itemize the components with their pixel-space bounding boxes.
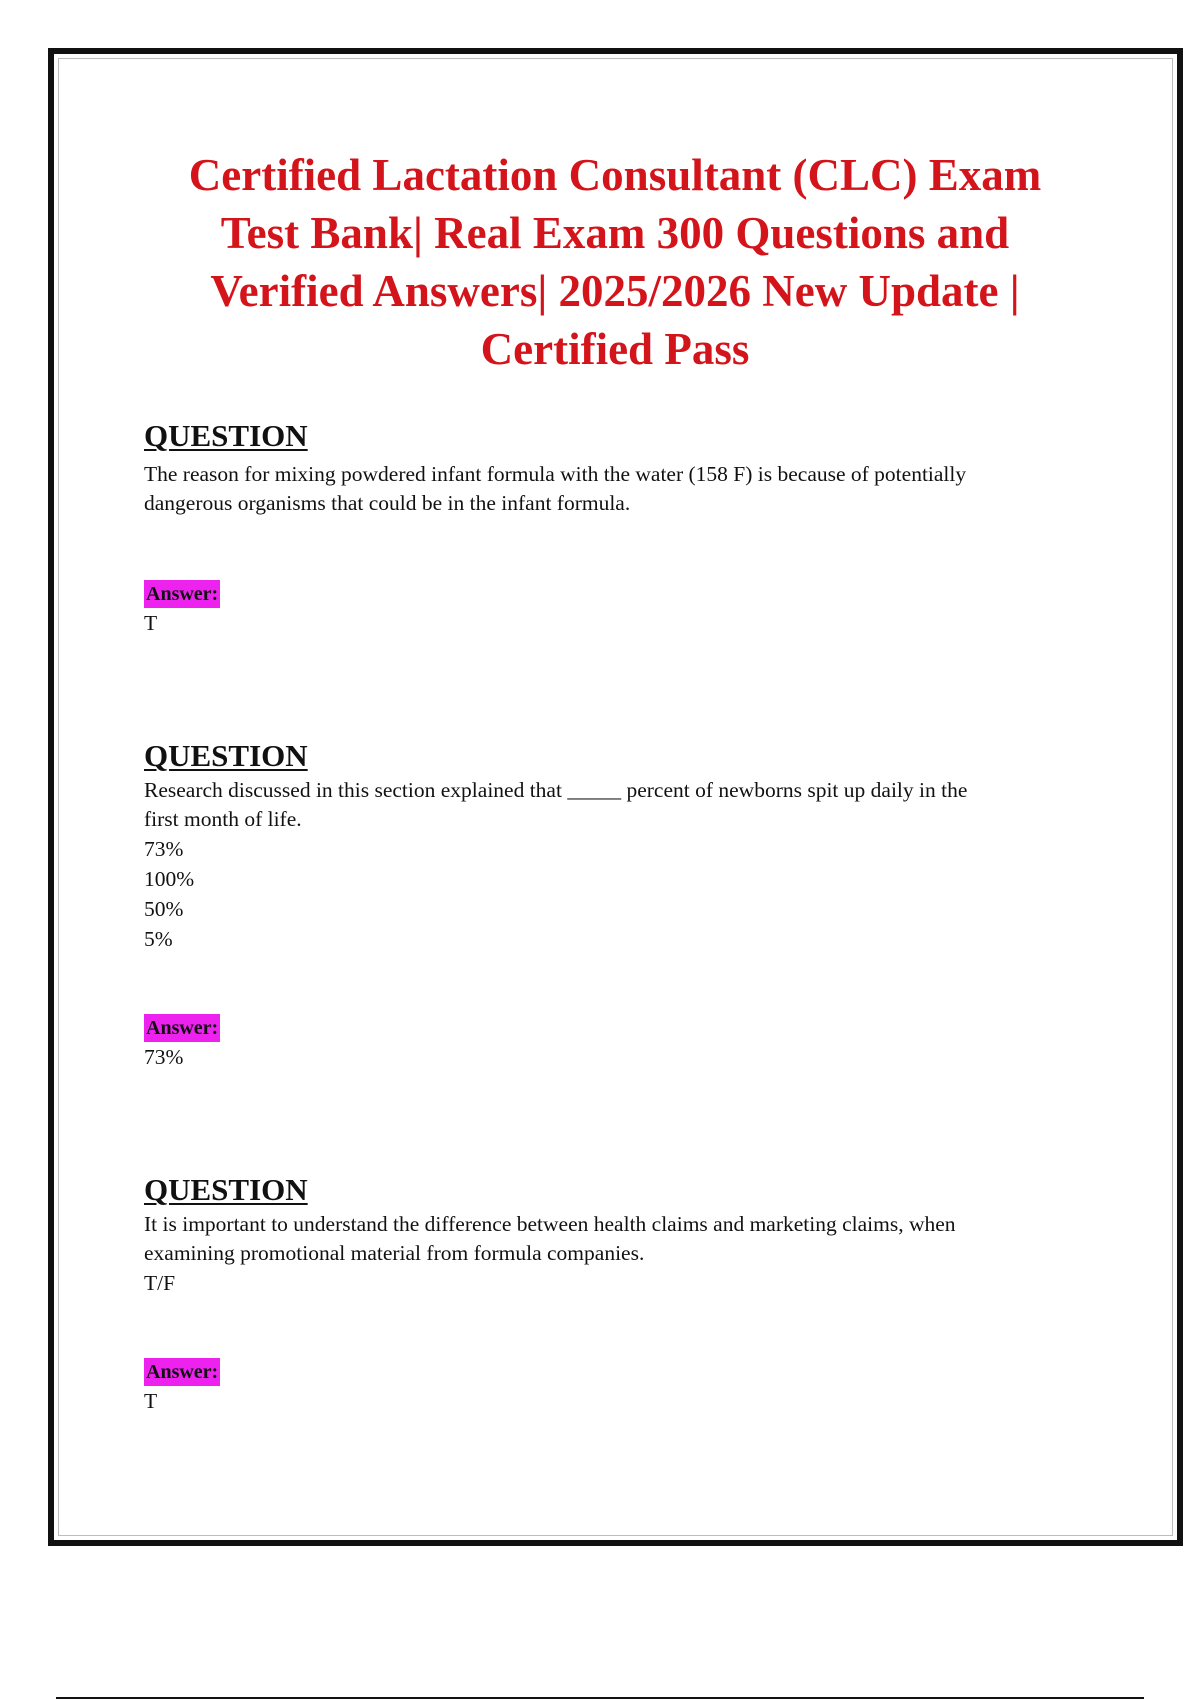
title-line: Certified Pass: [480, 324, 750, 374]
question-text-line: dangerous organisms that could be in the infant formula.: [144, 491, 631, 515]
question-heading: QUESTION: [144, 1172, 308, 1207]
title-line: Verified Answers| 2025/2026 New Update |: [210, 266, 1020, 316]
answer-value: T: [144, 1389, 158, 1413]
title-line: Test Bank| Real Exam 300 Questions and: [220, 208, 1010, 258]
answer-value: 73%: [144, 1045, 184, 1069]
answer-option: 50%: [144, 897, 184, 921]
question-block-2: [144, 738, 1084, 1072]
question-heading: QUESTION: [144, 738, 308, 773]
question-text-line: examining promotional material from formula companies.: [144, 1241, 645, 1265]
answer-value: T: [144, 611, 158, 635]
answer-option: T/F: [144, 1271, 176, 1295]
answer-option: 73%: [144, 837, 184, 861]
question-list: [144, 418, 1084, 1416]
question-text-line: Research discussed in this section explained that _____ percent of newborns spit up daily in the: [144, 778, 968, 802]
title-line: Certified Lactation Consultant (CLC) Exam: [188, 150, 1042, 200]
answer-label: Answer:: [144, 1358, 220, 1386]
answer-label: Answer:: [144, 580, 220, 608]
question-text-line: first month of life.: [144, 807, 302, 831]
question-block-1: [144, 418, 1084, 638]
question-text-line: It is important to understand the difference between health claims and marketing claims, when: [144, 1212, 956, 1236]
answer-option: 100%: [144, 867, 195, 891]
question-text-line: The reason for mixing powdered infant formula with the water (158 F) is because of potentially: [144, 462, 967, 486]
question-block-3: [144, 1172, 1084, 1416]
document-title: [130, 146, 1100, 378]
question-heading: QUESTION: [144, 418, 308, 453]
answer-label: Answer:: [144, 1014, 220, 1042]
answer-option: 5%: [144, 927, 173, 951]
bottom-divider: [56, 1697, 1144, 1699]
